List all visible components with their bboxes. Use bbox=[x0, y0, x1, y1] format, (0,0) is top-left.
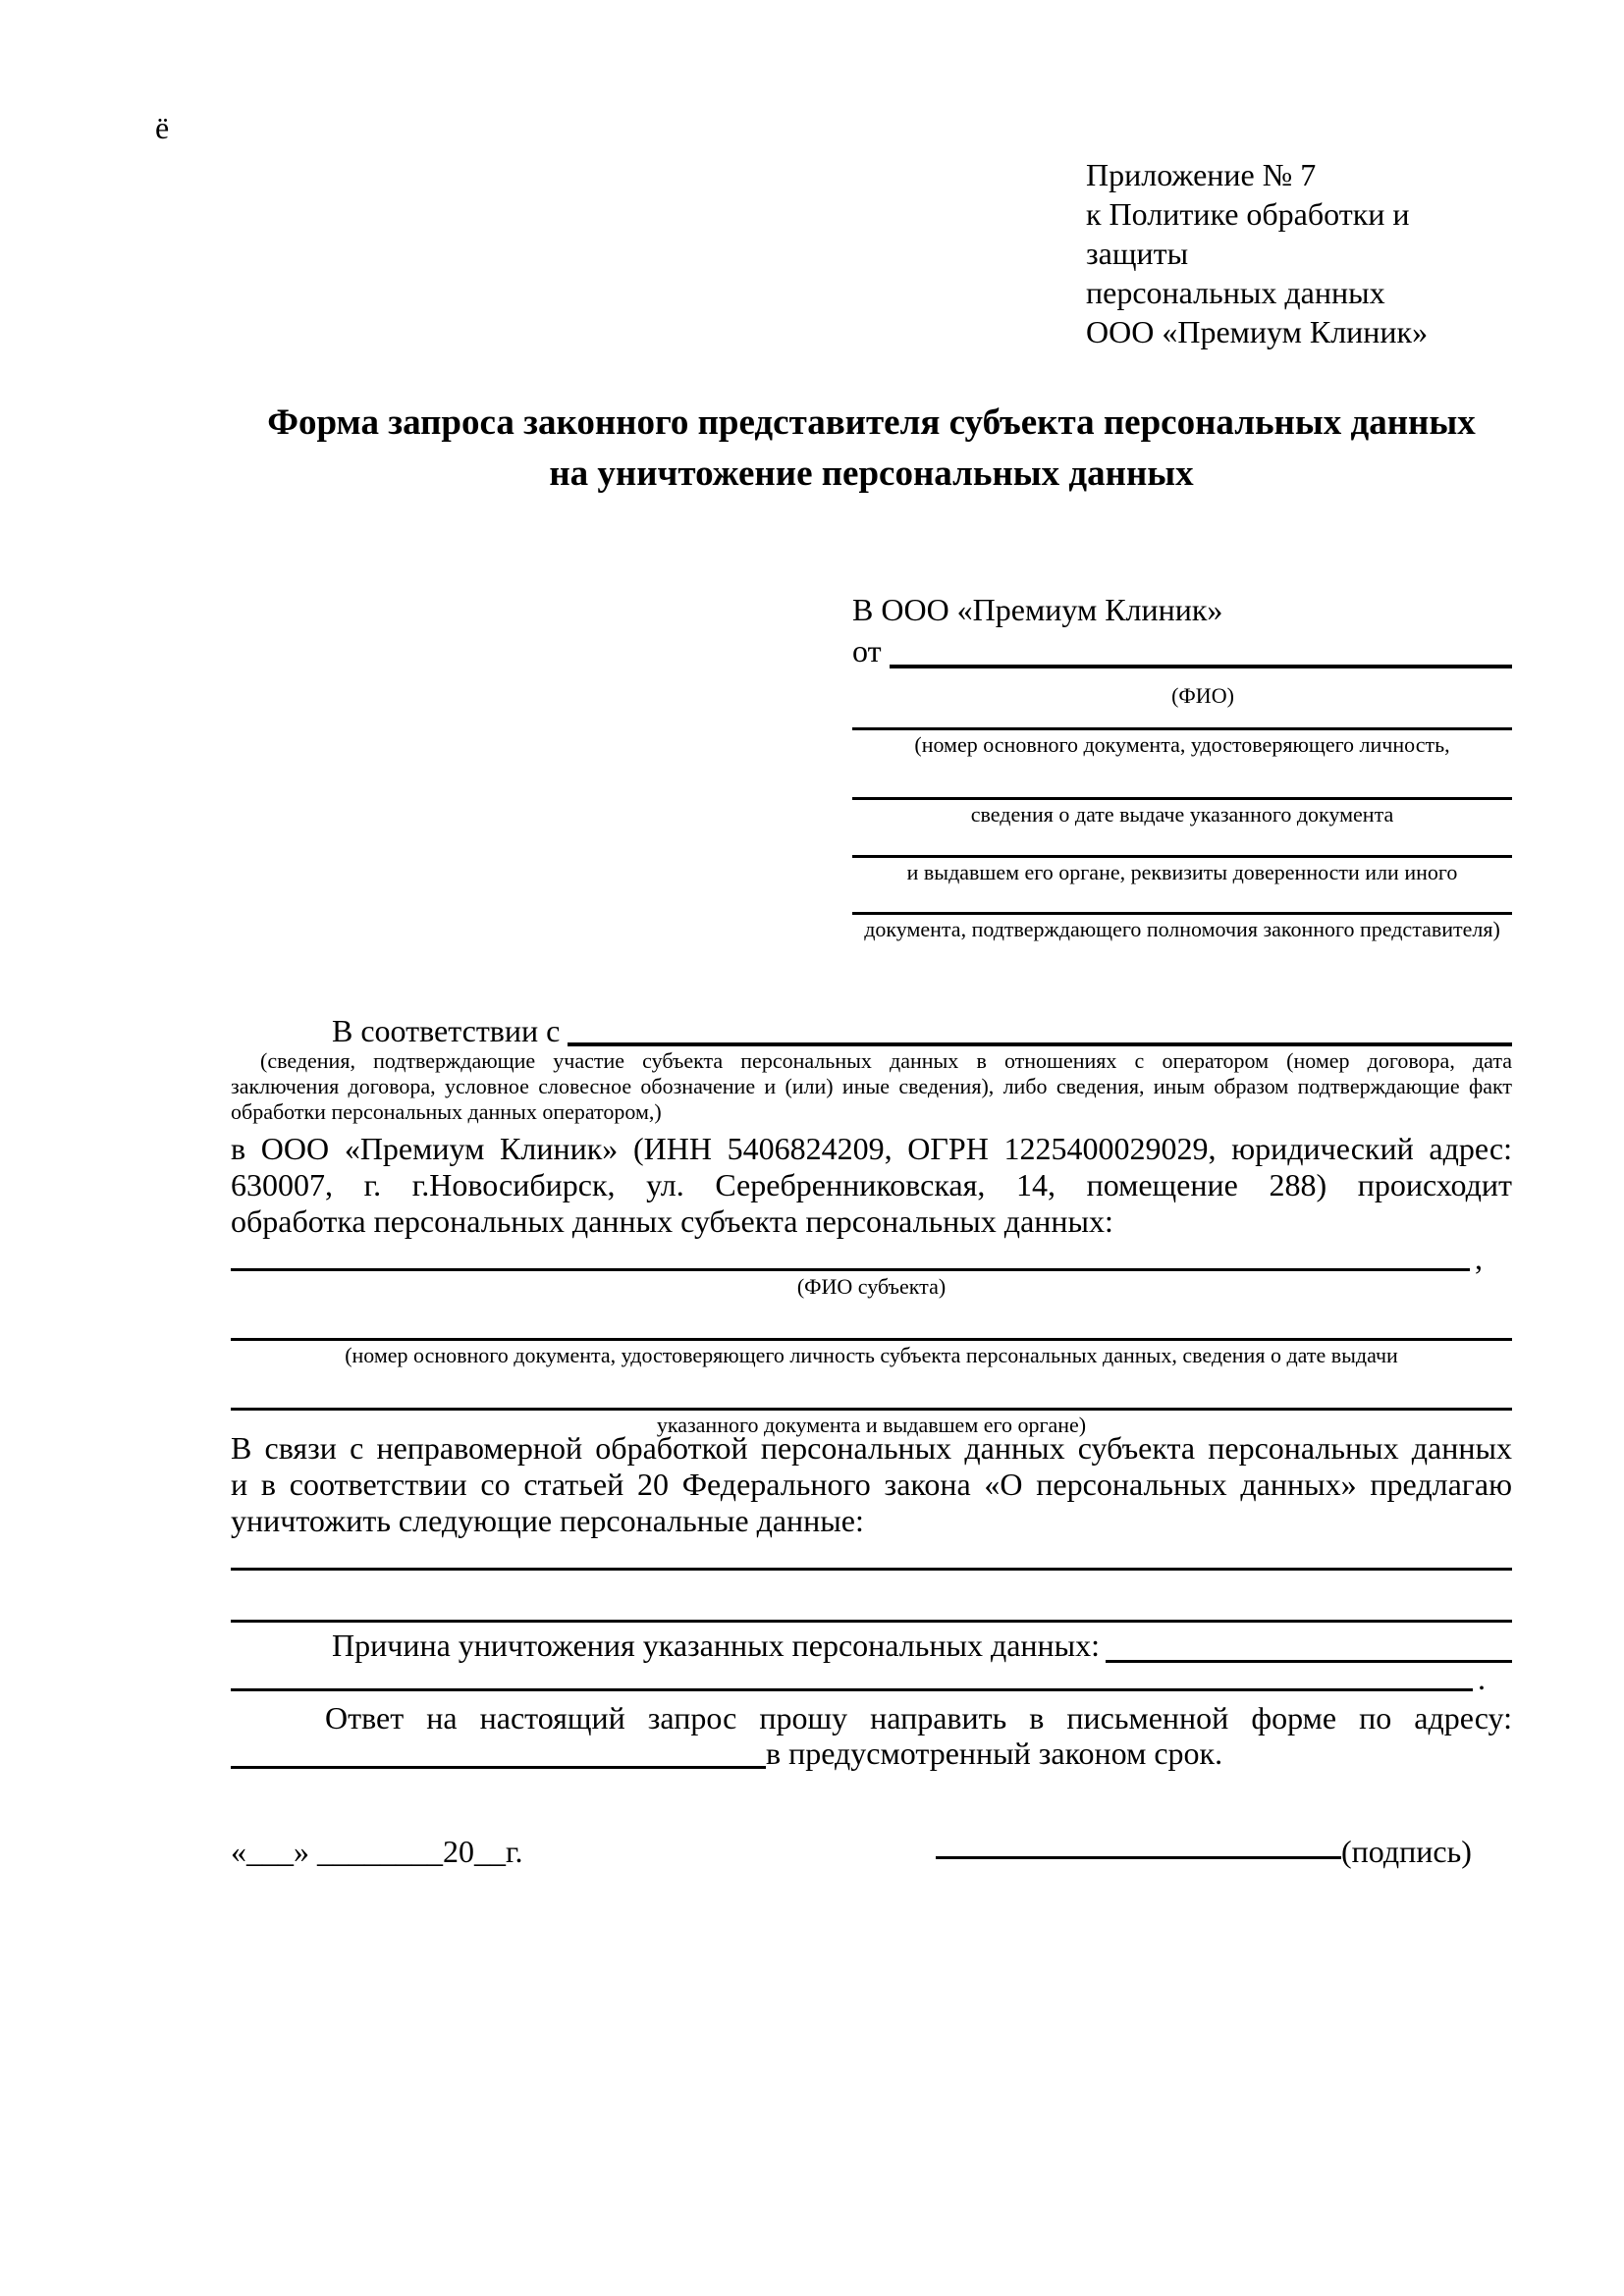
document-title-line2: на уничтожение персональных данных bbox=[549, 454, 1194, 494]
stray-char: ё bbox=[155, 110, 170, 145]
ruled-line-caption: документа, подтверждающего полномочия законного представителя) bbox=[864, 917, 1500, 941]
signature-caption: (подпись) bbox=[1341, 1834, 1472, 1869]
subject-line-comma: , bbox=[1475, 1241, 1483, 1276]
reason-blank-line bbox=[1106, 1628, 1512, 1663]
reason-row bbox=[231, 1628, 1512, 1663]
note-line: (сведения, подтверждающие участие субъекта персональных данных в отношениях с оператором (номер договора, дата bbox=[260, 1048, 1512, 1073]
note-line: заключения договора, условное словесное обозначение и (или) иные сведения), либо сведения, иным образом подтверждающие факт bbox=[231, 1074, 1512, 1098]
reply-address-blank-line bbox=[231, 1735, 766, 1769]
operator-line: в ООО «Премиум Клиник» (ИНН 5406824209, ОГРН 1225400029029, юридический адрес: bbox=[231, 1131, 1512, 1166]
subject-doc-ruled-line-1 bbox=[231, 1338, 1512, 1367]
accordance-note bbox=[231, 1048, 1512, 1125]
from-blank-line bbox=[890, 633, 1512, 668]
reason-blank-line-2 bbox=[231, 1688, 1473, 1691]
addressee-from-row bbox=[852, 633, 1512, 668]
addressee-to: В ООО «Премиум Клиник» bbox=[852, 592, 1223, 627]
subject-fio-blank-line bbox=[231, 1268, 1470, 1271]
accordance-row bbox=[231, 1013, 1512, 1046]
operator-paragraph bbox=[231, 1131, 1512, 1240]
addressee-ruled-line-3 bbox=[852, 855, 1512, 884]
demand-line: В связи с неправомерной обработкой персональных данных субъекта персональных данных bbox=[231, 1430, 1512, 1466]
demand-paragraph bbox=[231, 1430, 1512, 1539]
reason-label: Причина уничтожения указанных персональных данных: bbox=[332, 1628, 1101, 1663]
ruled-line-caption: сведения о дате выдаче указанного документа bbox=[970, 802, 1394, 827]
operator-line: обработка персональных данных субъекта персональных данных: bbox=[231, 1203, 1113, 1239]
appendix-company: ООО «Премиум Клиник» bbox=[1086, 314, 1429, 349]
reply-address-row bbox=[231, 1735, 1512, 1769]
appendix-number: Приложение № 7 bbox=[1086, 157, 1317, 192]
signature-blank-line bbox=[936, 1856, 1341, 1859]
ruled-line-caption: и выдавшем его органе, реквизиты доверенности или иного bbox=[906, 860, 1458, 884]
subject-doc-caption: указанного документа и выдавшем его органе) bbox=[656, 1413, 1087, 1437]
operator-line: 630007, г. г.Новосибирск, ул. Серебренниковская, 14, помещение 288) происходит bbox=[231, 1167, 1512, 1202]
appendix-header bbox=[1086, 155, 1518, 351]
reply-paragraph: Ответ на настоящий запрос прошу направить в письменной форме по адресу: bbox=[325, 1700, 1512, 1735]
accordance-label: В соответствии с bbox=[332, 1013, 561, 1048]
date-blank: «___» ________20__г. bbox=[231, 1834, 523, 1869]
reason-line-period: . bbox=[1478, 1661, 1486, 1696]
ruled-line-caption: (номер основного документа, удостоверяющего личность, bbox=[914, 732, 1450, 757]
addressee-ruled-line-2 bbox=[852, 797, 1512, 827]
accordance-blank-line bbox=[568, 1013, 1512, 1046]
demand-line: и в соответствии со статьей 20 Федерального закона «О персональных данных» предлагаю bbox=[231, 1467, 1512, 1502]
document-title-line1: Форма запроса законного представителя субъекта персональных данных bbox=[267, 402, 1476, 443]
reply-suffix: в предусмотренный законом срок. bbox=[766, 1735, 1223, 1771]
empty-blank-line-2 bbox=[231, 1620, 1512, 1623]
addressee-ruled-line-1 bbox=[852, 727, 1512, 757]
subject-fio-caption: (ФИО субъекта) bbox=[796, 1274, 947, 1299]
empty-blank-line-1 bbox=[231, 1568, 1512, 1571]
appendix-policy-line2: персональных данных bbox=[1086, 275, 1385, 310]
appendix-policy-line: к Политике обработки и защиты bbox=[1086, 196, 1410, 271]
from-label: от bbox=[852, 633, 882, 668]
subject-doc-caption: (номер основного документа, удостоверяющего личность субъекта персональных данных, сведения о дате выдачи bbox=[345, 1343, 1398, 1367]
demand-line: уничтожить следующие персональные данные: bbox=[231, 1503, 864, 1538]
from-fio-caption: (ФИО) bbox=[1171, 683, 1234, 708]
document-title bbox=[231, 398, 1512, 500]
note-line: обработки персональных данных оператором,) bbox=[231, 1099, 662, 1124]
addressee-ruled-line-4 bbox=[852, 912, 1512, 941]
